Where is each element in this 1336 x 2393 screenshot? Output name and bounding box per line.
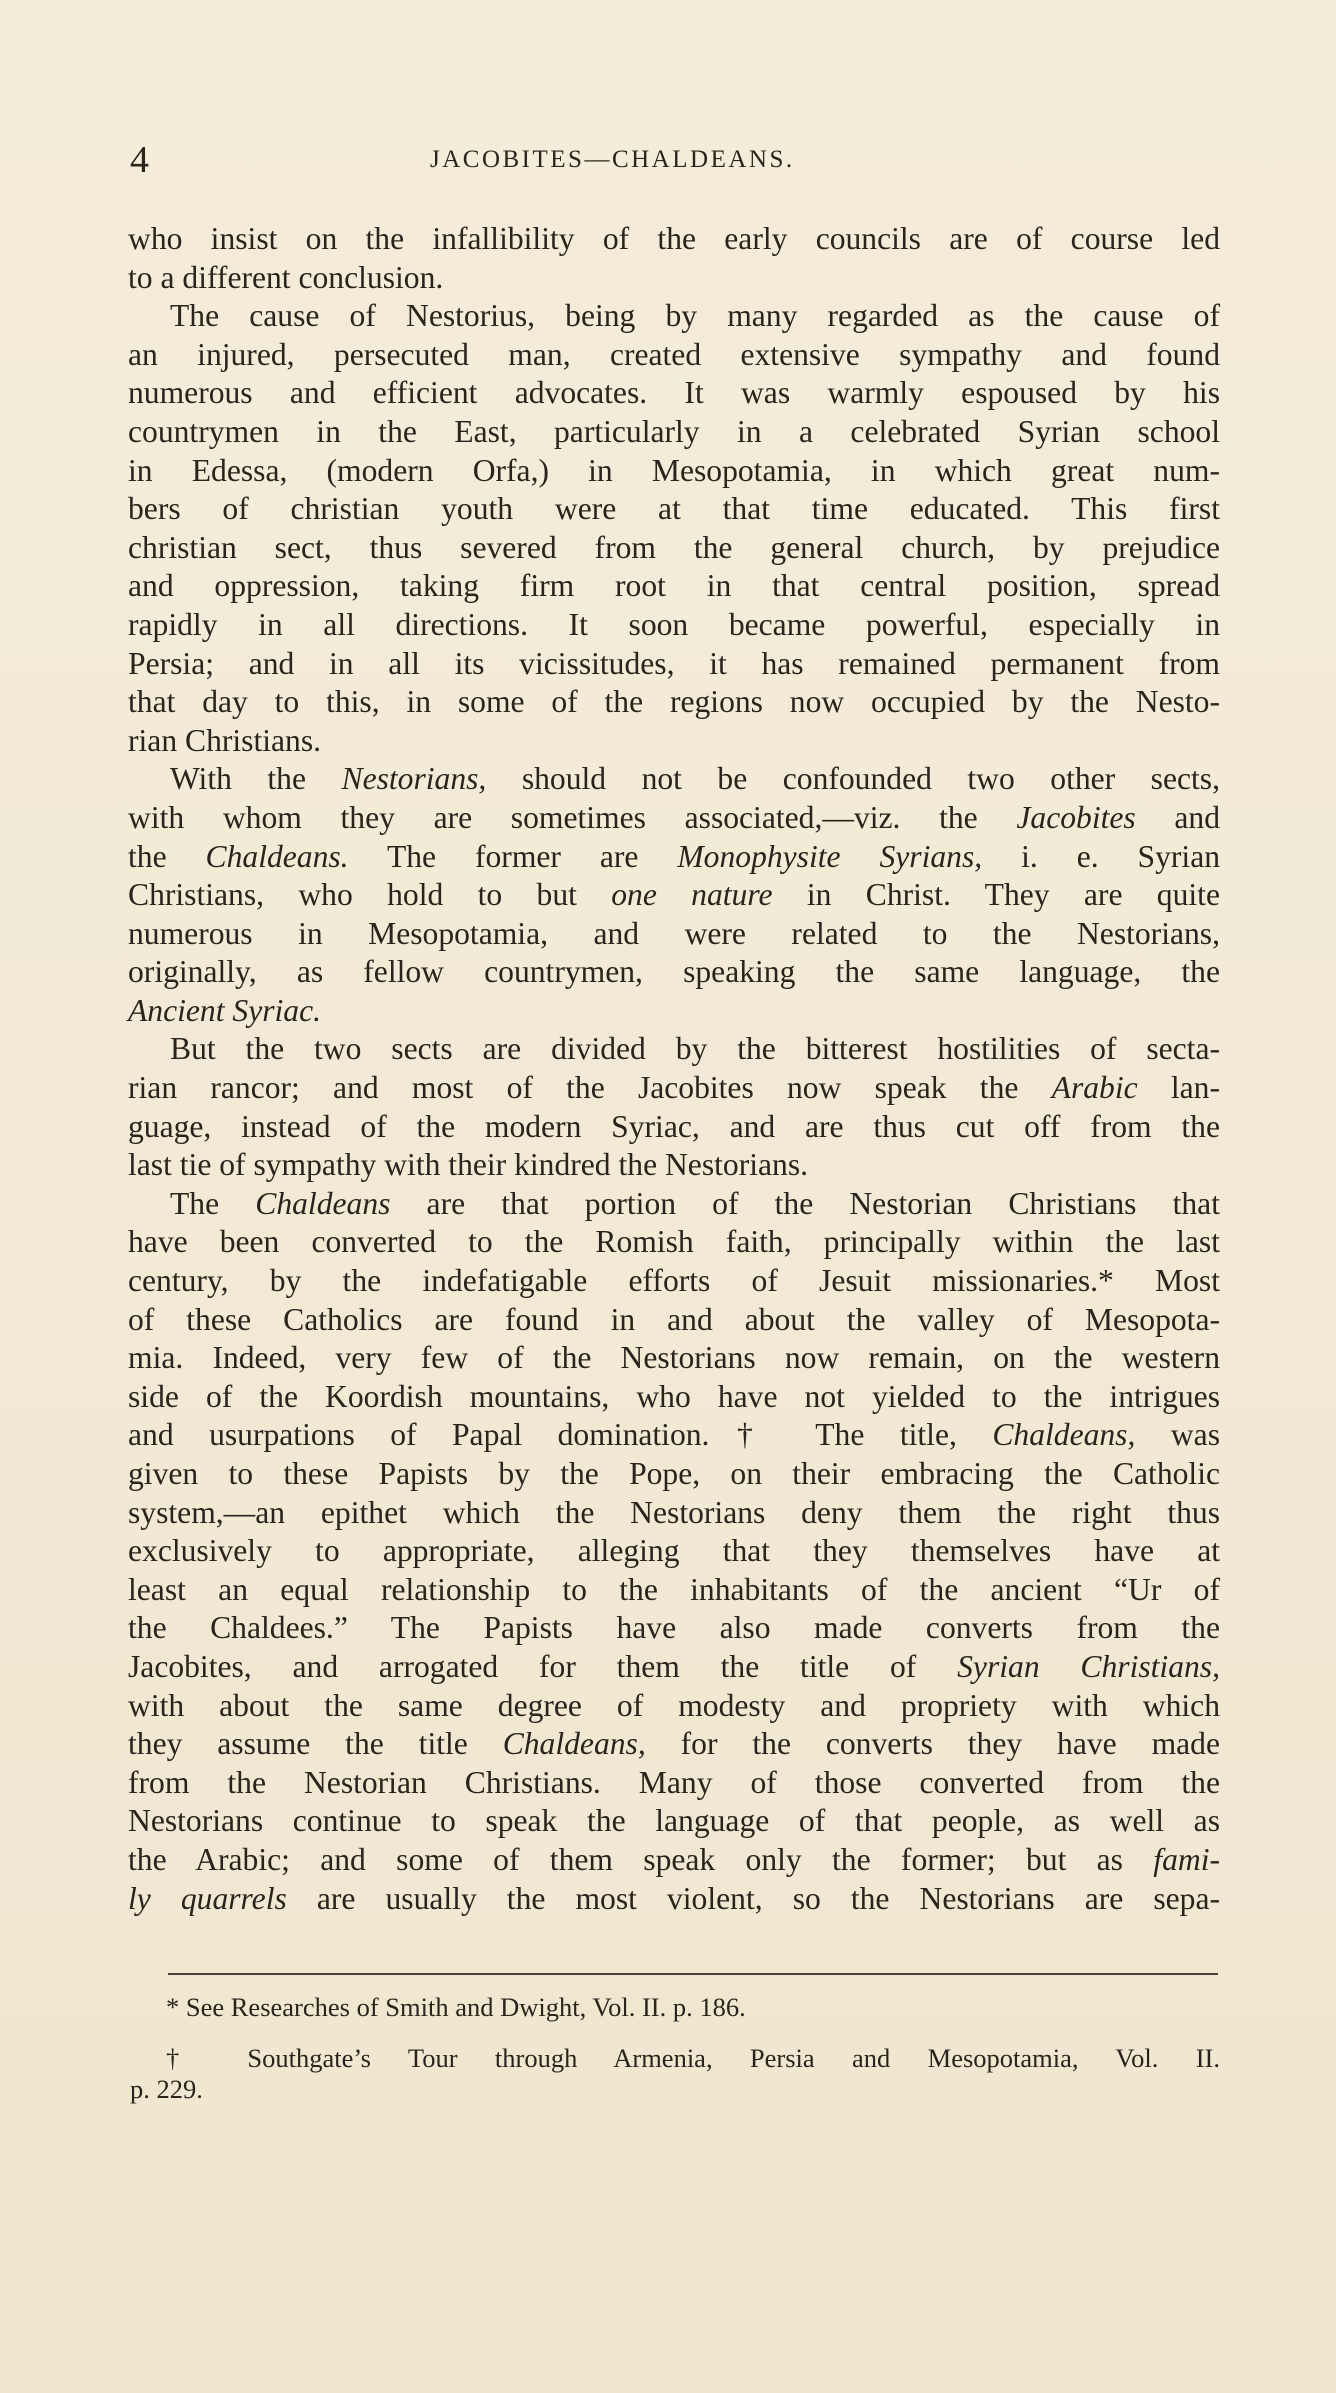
text-line: century, by the indefatigable efforts of Jesuit missionaries.* Most [128,1263,1220,1299]
footnotes [130,1992,1220,2105]
text-line: an injured, persecuted man, created extensive sympathy and found [128,336,1220,372]
text-line: exclusively to appropriate, alleging that they themselves have at [128,1533,1220,1569]
italic-term: Syrian Christians, [957,1648,1220,1684]
text-line: from the Nestorian Christians. Many of those converted from the [128,1764,1220,1800]
text-line: of these Catholics are found in and about the valley of Mesopota- [128,1301,1220,1337]
text-line: that day to this, in some of the regions now occupied by the Nesto- [128,684,1220,720]
text-run: i. e. Syrian [982,838,1221,874]
footnote-1: * See Researches of Smith and Dwight, Vol. II. p. 186. [166,1992,746,2022]
text-line: side of the Koordish mountains, who have not yielded to the intrigues [128,1378,1220,1414]
text-run: was [1135,1417,1220,1453]
text-line: the Chaldees.” The Papists have also made converts from the [128,1610,1220,1646]
text-line [128,799,1220,838]
text-line [128,876,1220,915]
text-run: the [128,838,206,874]
text-line: numerous and efficient advocates. It was warmly espoused by his [128,375,1220,411]
text-run: are that portion of the Nestorian Christians that [390,1185,1220,1221]
text-run: in Christ. They are quite [772,877,1220,913]
text-run: and [1135,799,1220,835]
text-line: rapidly in all directions. It soon became powerful, especially in [128,606,1220,642]
text-line [128,1069,1220,1108]
footnote-divider [168,1973,1218,1975]
text-line: in Edessa, (modern Orfa,) in Mesopotamia, in which great num- [128,452,1220,488]
text-line: rian Christians. [128,722,322,758]
text-line: Persia; and in all its vicissitudes, it has remained permanent from [128,645,1220,681]
italic-term: Arabic [1051,1070,1138,1106]
text-line: countrymen in the East, particularly in a celebrated Syrian school [128,413,1220,449]
text-line [128,838,1220,877]
text-line: least an equal relationship to the inhabitants of the ancient “Ur of [128,1571,1220,1607]
text-line: given to these Papists by the Pope, on their embracing the Catholic [128,1456,1220,1491]
footnote-2-continued: p. 229. [130,2074,203,2104]
italic-term: Chaldeans [255,1185,391,1221]
text-line: guage, instead of the modern Syriac, and are thus cut off from the [128,1108,1220,1144]
text-line: and oppression, taking firm root in that central position, spread [128,568,1220,604]
text-line: have been converted to the Romish faith, principally within the last [128,1224,1220,1260]
text-run: are usually the most violent, so the Nestorians are sepa- [286,1880,1220,1916]
italic-term: Nestorians, [341,761,487,797]
text-run: should not be confounded two other sects, [486,761,1220,797]
text-run: with whom they are sometimes associated,—viz. the [128,799,1017,835]
text-line [128,1841,1220,1880]
text-run: for the converts they have made [645,1726,1220,1762]
text-run: the Arabic; and some of them speak only the former; but as [128,1841,1154,1877]
text-line: bers of christian youth were at that time educated. This first [128,491,1220,527]
italic-term: fami- [1153,1841,1220,1877]
italic-term: one nature [611,877,773,913]
text-line: The cause of Nestorius, being by many regarded as the cause of [170,298,1220,334]
text-line: mia. Indeed, very few of the Nestorians now remain, on the western [128,1340,1220,1376]
running-head: JACOBITES—CHALDEANS. [430,146,795,173]
italic-term: Chaldeans. [205,838,349,874]
italic-term: Chaldeans, [502,1726,646,1762]
text-line: Nestorians continue to speak the language of that people, as well as [128,1803,1220,1839]
text-run: Jacobites, and arrogated for them the title of [128,1648,958,1684]
text-line [128,1880,1220,1919]
text-line: last tie of sympathy with their kindred the Nestorians. [128,1147,809,1183]
italic-term: Chaldeans, [992,1417,1136,1453]
text-line: numerous in Mesopotamia, and were related to the Nestorians, [128,915,1220,951]
text-run: and usurpations of Papal domination.† The title, [128,1417,993,1453]
body-text [128,220,1220,1918]
text-run: The [170,1185,256,1221]
text-line [128,760,1220,799]
text-run: lan- [1137,1070,1220,1106]
text-line: christian sect, thus severed from the general church, by prejudice [128,529,1220,565]
text-line [128,1648,1220,1687]
italic-term: Jacobites [1016,799,1136,835]
text-line [128,1416,1220,1455]
text-line: But the two sects are divided by the bitterest hostilities of secta- [170,1031,1220,1067]
text-run: rian rancor; and most of the Jacobites now speak the [128,1070,1052,1106]
footnote-2: † Southgate’s Tour through Armenia, Persia and Mesopotamia, Vol. II. [166,2043,1220,2073]
text-line [128,1185,1220,1224]
page-number: 4 [130,139,149,181]
text-line: with about the same degree of modesty and propriety with which [128,1687,1220,1723]
text-line: originally, as fellow countrymen, speaking the same language, the [128,954,1220,990]
text-run: The former are [348,838,678,874]
text-run: they assume the title [128,1726,503,1762]
italic-term: Monophysite Syrians, [677,838,983,874]
text-line: Ancient Syriac. [128,992,322,1028]
text-run: With the [170,761,342,797]
text-line: to a different conclusion. [128,259,444,295]
text-line [128,1725,1220,1764]
italic-term: ly quarrels [128,1880,287,1916]
text-line: system,—an epithet which the Nestorians deny them the right thus [128,1494,1220,1530]
text-line: who insist on the infallibility of the early councils are of course led [128,221,1220,256]
text-run: Christians, who hold to but [128,877,612,913]
footnote-gap [130,2023,1220,2043]
page-header [130,138,1220,181]
